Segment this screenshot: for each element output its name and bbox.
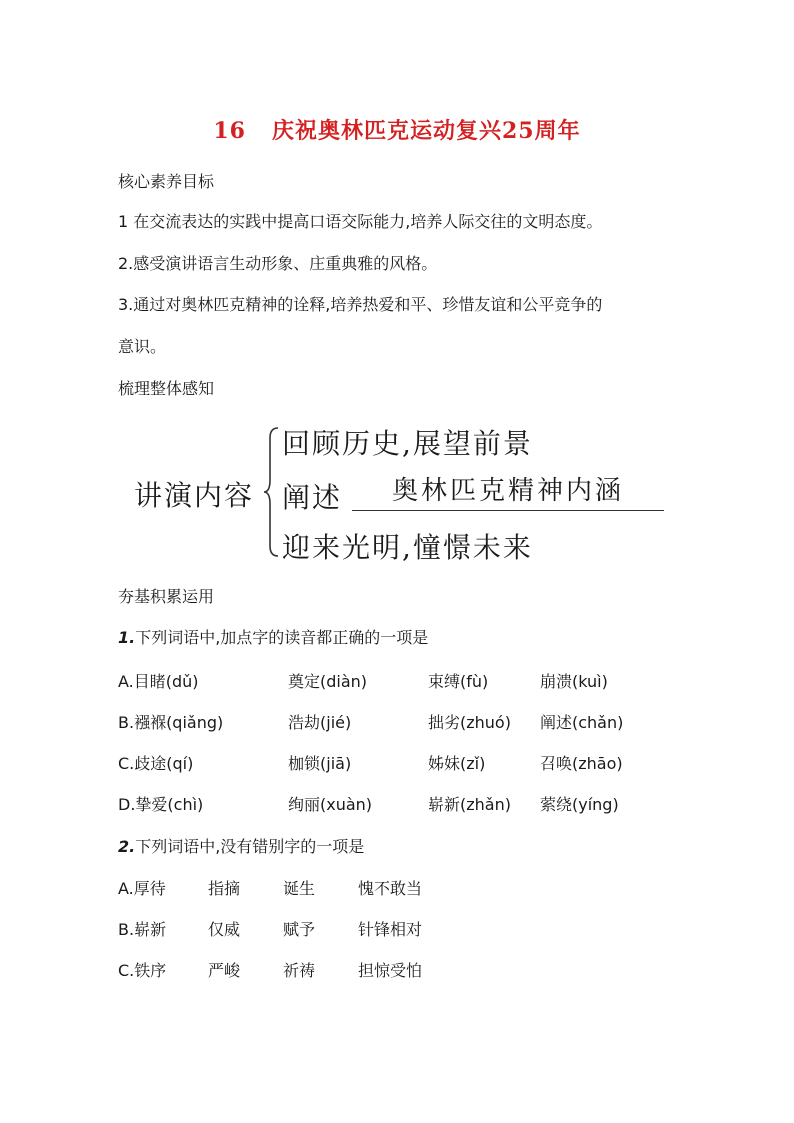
lesson-number: 16 — [213, 118, 246, 144]
question-1-stem — [118, 626, 428, 650]
diagram-item-3: 迎来光明,憧憬未来 — [282, 531, 533, 564]
q1-option-d-4: 萦绕(yíng) — [540, 795, 619, 814]
q2-option-c-2: 严峻 — [208, 961, 241, 980]
diagram-main-label: 讲演内容 — [134, 479, 255, 512]
q2-option-b-2: 仅威 — [208, 920, 241, 939]
q2-option-a-2: 指摘 — [208, 879, 241, 898]
q2-option-b-3: 赋予 — [283, 920, 316, 939]
q1-option-c-1: C.歧途(qí) — [118, 754, 194, 773]
diagram-blank — [352, 472, 664, 511]
q2-option-c-3: 祈祷 — [283, 961, 316, 980]
q2-option-a-3: 诞生 — [283, 879, 316, 898]
diagram-blank-answer: 奥林匹克精神内涵 — [391, 476, 624, 506]
q1-option-a-3: 束缚(fù) — [428, 672, 489, 691]
q2-option-c-4: 担惊受怕 — [358, 961, 423, 980]
q1-option-b-4: 阐述(chǎn) — [540, 713, 624, 732]
q1-option-d-3: 崭新(zhǎn) — [428, 795, 511, 814]
overview-heading: 梳理整体感知 — [118, 379, 215, 398]
q1-option-a-1: A.目睹(dǔ) — [118, 672, 199, 691]
q2-option-b-4: 针锋相对 — [358, 920, 423, 939]
content-diagram — [134, 420, 694, 570]
question-2-stem — [118, 835, 364, 859]
question-2-number: 2. — [118, 837, 136, 856]
q1-option-b-1: B.襁褓(qiǎng) — [118, 713, 224, 732]
q1-option-d-1: D.挚爱(chì) — [118, 795, 204, 814]
objective-item-1: 1 在交流表达的实践中提高口语交际能力,培养人际交往的文明态度。 — [118, 212, 603, 231]
practice-heading: 夯基积累运用 — [118, 587, 215, 606]
q1-option-b-2: 浩劫(jié) — [288, 713, 352, 732]
diagram-item-1: 回顾历史,展望前景 — [282, 427, 533, 460]
brace-icon — [262, 426, 282, 558]
objective-item-3: 3.通过对奥林匹克精神的诠释,培养热爱和平、珍惜友谊和公平竞争的 — [118, 295, 603, 314]
q1-option-a-4: 崩溃(kuì) — [540, 672, 608, 691]
q1-option-b-3: 拙劣(zhuó) — [428, 713, 511, 732]
objectives-heading: 核心素养目标 — [118, 172, 215, 191]
lesson-title: 庆祝奥林匹克运动复兴25周年 — [272, 118, 581, 144]
q1-option-d-2: 绚丽(xuàn) — [288, 795, 373, 814]
question-1-number: 1. — [118, 628, 136, 647]
q1-option-c-2: 枷锁(jiā) — [288, 754, 352, 773]
q1-option-c-3: 姊妹(zǐ) — [428, 754, 486, 773]
page-title — [0, 114, 794, 145]
q2-option-a-1: A.厚待 — [118, 879, 166, 898]
objective-item-2: 2.感受演讲语言生动形象、庄重典雅的风格。 — [118, 254, 438, 273]
question-2-text: 下列词语中,没有错别字的一项是 — [135, 837, 365, 856]
q2-option-c-1: C.铁序 — [118, 961, 167, 980]
diagram-item-2-prefix: 阐述 — [282, 481, 343, 514]
q2-option-a-4: 愧不敢当 — [358, 879, 423, 898]
q1-option-c-4: 召唤(zhāo) — [540, 754, 623, 773]
question-1-text: 下列词语中,加点字的读音都正确的一项是 — [135, 628, 429, 647]
q1-option-a-2: 奠定(diàn) — [288, 672, 368, 691]
q2-option-b-1: B.崭新 — [118, 920, 167, 939]
objective-item-3-cont: 意识。 — [118, 337, 167, 356]
